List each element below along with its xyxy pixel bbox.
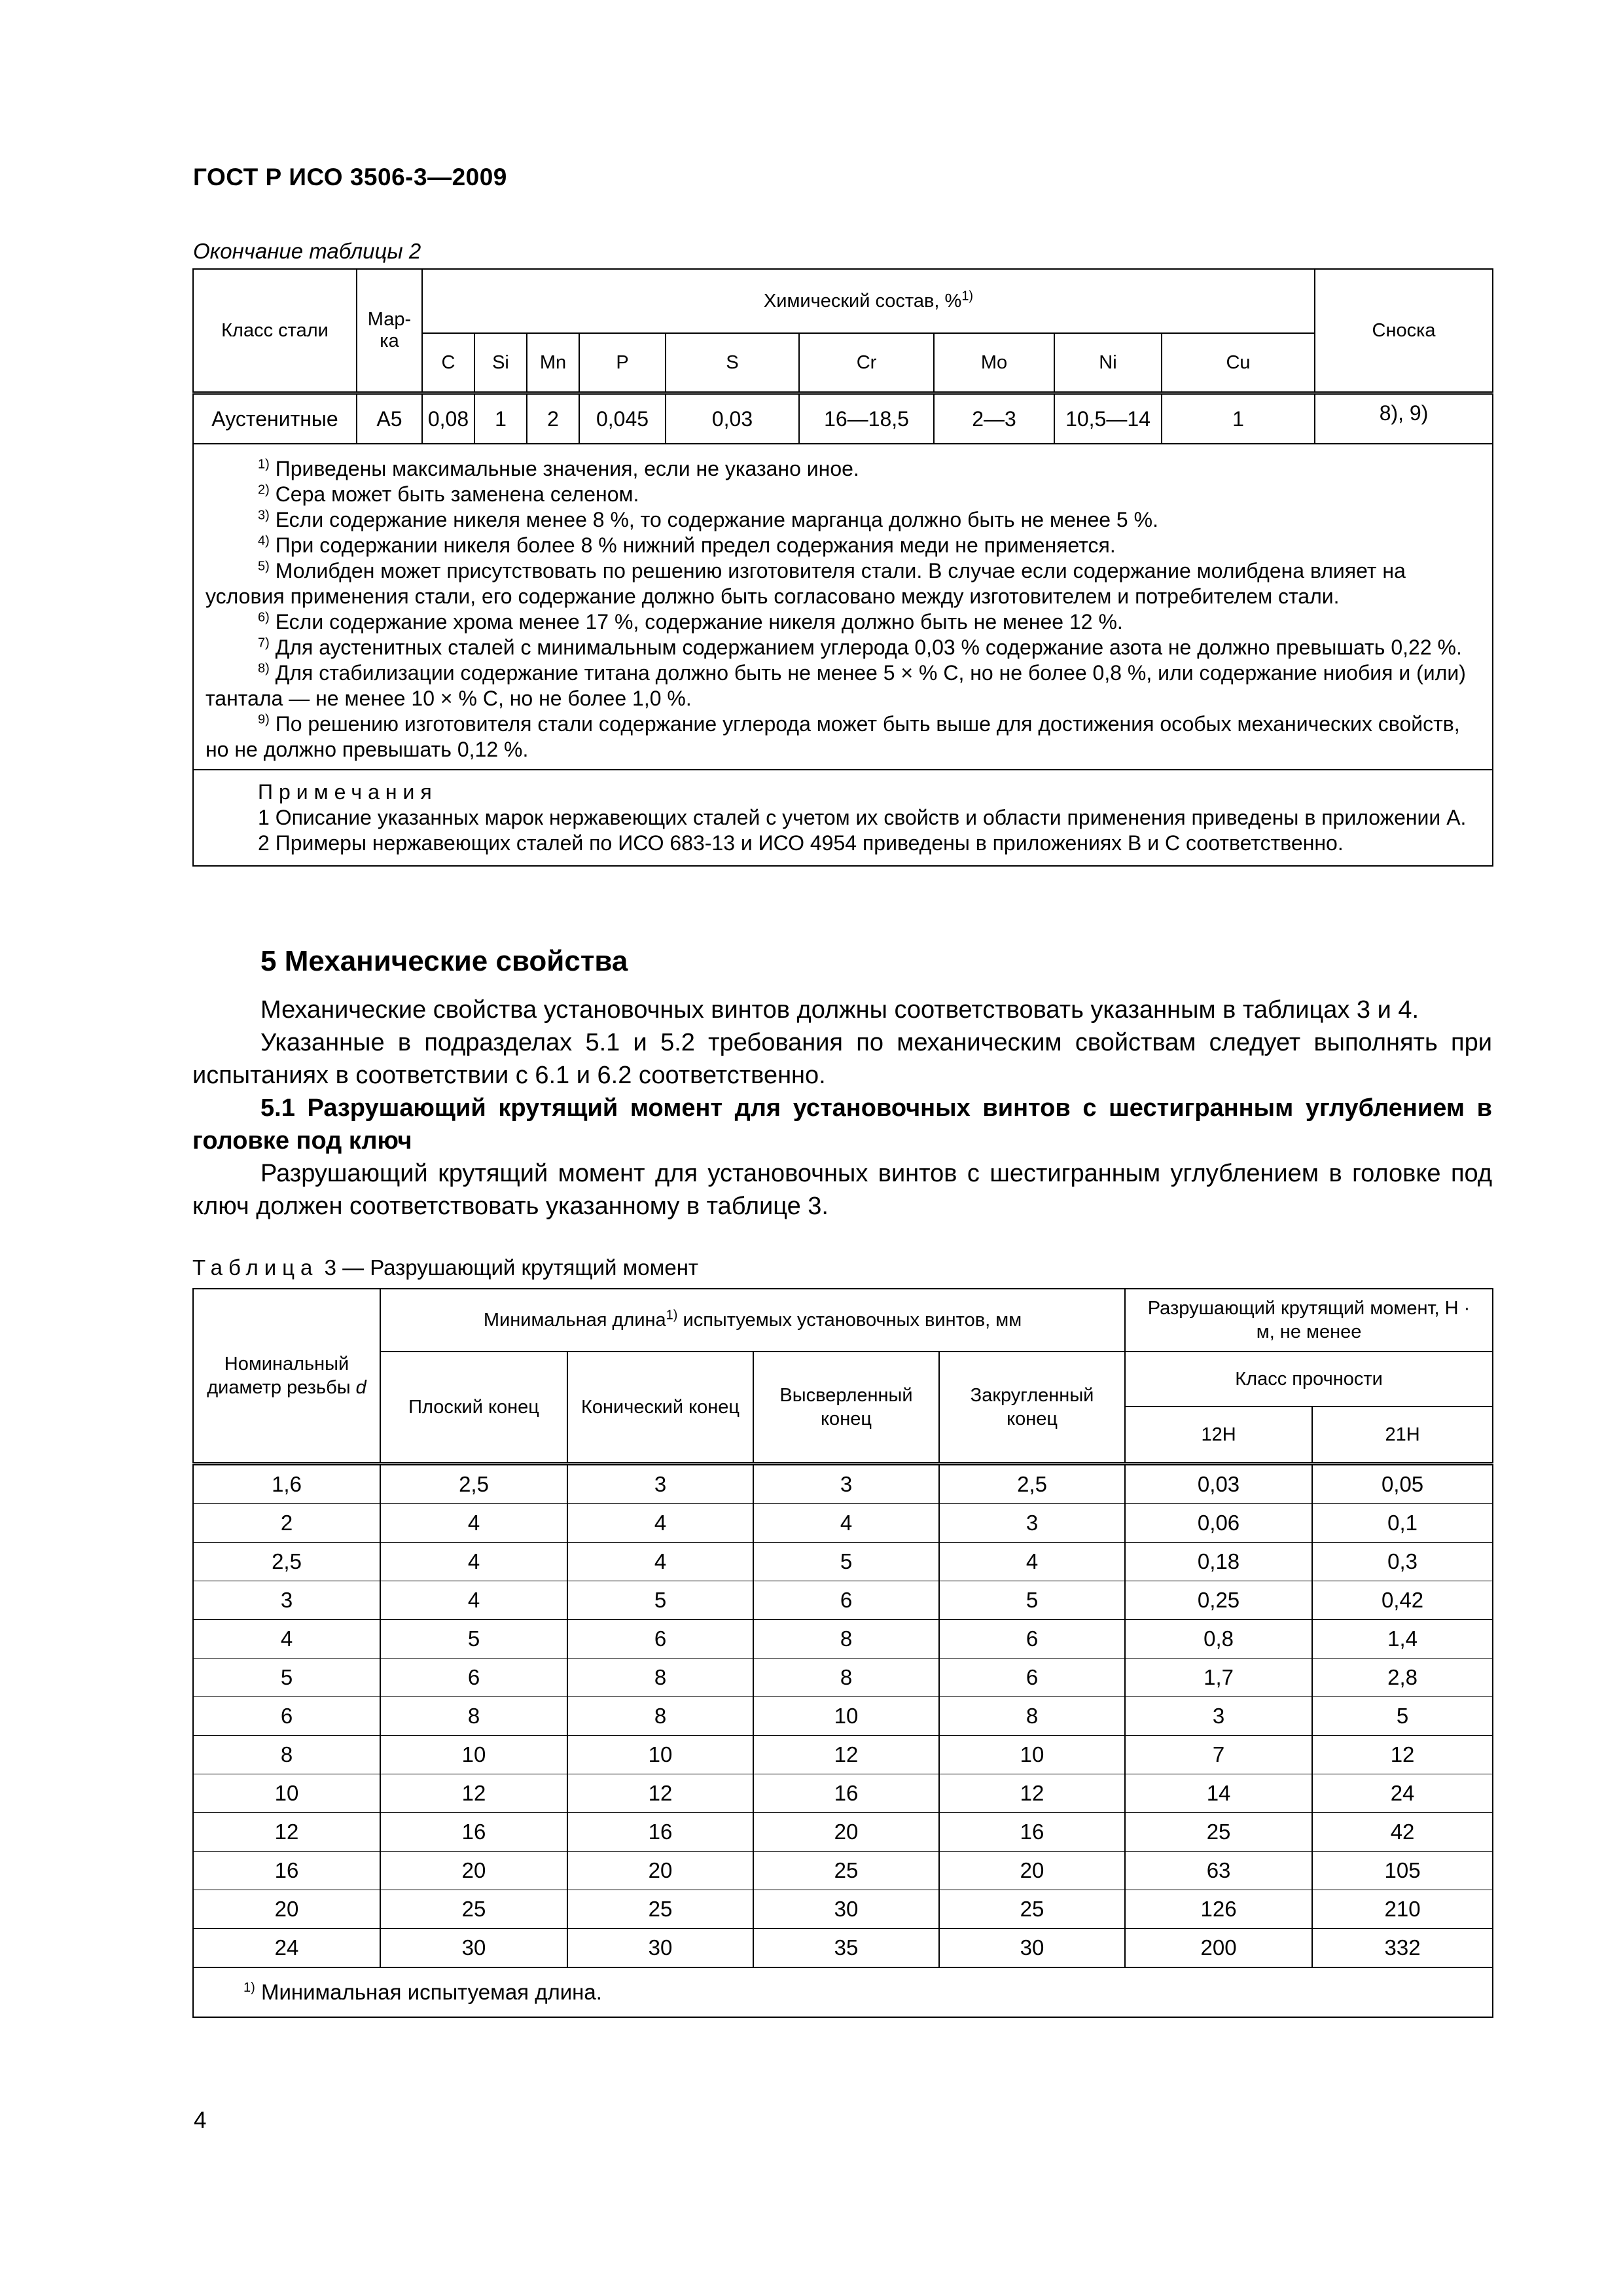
table-cell: 25: [567, 1890, 753, 1929]
table-cell: 4: [567, 1504, 753, 1543]
table-cell: 105: [1312, 1852, 1493, 1890]
header-grade: Мар-ка: [357, 269, 422, 393]
table-cell: 3: [753, 1464, 939, 1504]
table-cell: 0,1: [1312, 1504, 1493, 1543]
table-cell: 0,06: [1125, 1504, 1312, 1543]
footnote-item: $^{9)}$ По решению изготовителя стали содержание углерода может быть выше для достижения особых механических свойств, но не должно превышать 0,12 %.: [205, 712, 1460, 761]
header-element: S: [666, 333, 799, 393]
header-class-12h: 12H: [1125, 1407, 1312, 1464]
table-row: [193, 1852, 1493, 1890]
table-cell: 20: [567, 1852, 753, 1890]
table-row: [193, 1504, 1493, 1543]
table-row: [193, 1736, 1493, 1774]
page-number: 4: [194, 2108, 207, 2133]
table-cell: 16: [939, 1813, 1125, 1852]
table2-footnotes: [193, 444, 1493, 770]
table-cell: 24: [1312, 1774, 1493, 1813]
table-cell: 16: [380, 1813, 567, 1852]
table-row: [193, 1620, 1493, 1659]
cell-value: 0,045: [579, 393, 666, 444]
table-cell: 10: [193, 1774, 380, 1813]
table-cell: 6: [567, 1620, 753, 1659]
table-cell: 4: [753, 1504, 939, 1543]
table-cell: 0,8: [1125, 1620, 1312, 1659]
table-cell: 8: [753, 1620, 939, 1659]
table-cell: 14: [1125, 1774, 1312, 1813]
table-cell: 3: [1125, 1697, 1312, 1736]
table-row: [193, 1464, 1493, 1504]
table-cell: 5: [380, 1620, 567, 1659]
notes-title: Примечания: [258, 780, 438, 804]
paragraph: Указанные в подразделах 5.1 и 5.2 требования по механическим свойствам следует выполнять при испытаниях в соответствии с 6.1 и 6.2 соответственно.: [192, 1029, 1492, 1089]
table-cell: 6: [753, 1581, 939, 1620]
caption-label: Таблица: [192, 1255, 319, 1280]
document-title: ГОСТ Р ИСО 3506-3—2009: [193, 164, 507, 190]
table-cell: 25: [380, 1890, 567, 1929]
cell-footnote-ref: 8), 9): [1315, 393, 1493, 444]
table-cell: 7: [1125, 1736, 1312, 1774]
table-cell: 5: [939, 1581, 1125, 1620]
table-cell: 1,4: [1312, 1620, 1493, 1659]
header-rounded-end: Закругленный конец: [939, 1352, 1125, 1464]
cell-steel-class: Аустенитные: [193, 393, 357, 444]
table-cell: 126: [1125, 1890, 1312, 1929]
table-cell: 3: [567, 1464, 753, 1504]
table-cell: 25: [753, 1852, 939, 1890]
table2-notes: [193, 770, 1493, 866]
composition-label: Химический состав, %: [763, 290, 962, 312]
caption-text: 3 — Разрушающий крутящий момент: [324, 1255, 699, 1280]
table-cell: 10: [567, 1736, 753, 1774]
table-cell: 25: [1125, 1813, 1312, 1852]
table-cell: 10: [939, 1736, 1125, 1774]
subsection-title: 5.1 Разрушающий крутящий момент для установочных винтов с шестигранным углублением в головке под ключ: [192, 1094, 1492, 1155]
table-row: [193, 1774, 1493, 1813]
table-cell: 12: [567, 1774, 753, 1813]
footnote-item: $^{5)}$ Молибден может присутствовать по решению изготовителя стали. В случае если содержание молибдена влияет на условия применения стали, его содержание должно быть согласовано между изготовителем и потребителем стали.: [205, 559, 1406, 608]
table3-footnote: $^{1)}$ Минимальная испытуемая длина.: [193, 1967, 1493, 2017]
header-torque: Разрушающий крутящий момент, Н · м, не менее: [1125, 1289, 1493, 1352]
header-element: Cr: [799, 333, 934, 393]
footnote-item: $^{1)}$ Приведены максимальные значения, если не указано иное.: [258, 457, 859, 480]
table-cell: 8: [193, 1736, 380, 1774]
table-cell: 5: [1312, 1697, 1493, 1736]
table-row: [193, 1697, 1493, 1736]
footnote-item: $^{4)}$ При содержании никеля более 8 % нижний предел содержания меди не применяется.: [258, 533, 1116, 557]
header-element: Mo: [934, 333, 1054, 393]
header-min-length: Минимальная длина$^{1)}$ испытуемых установочных винтов, мм: [380, 1289, 1125, 1352]
table-cell: 12: [193, 1813, 380, 1852]
table-cell: 20: [193, 1890, 380, 1929]
table-cell: 10: [753, 1697, 939, 1736]
header-class-21h: 21H: [1312, 1407, 1493, 1464]
table-cell: 4: [380, 1581, 567, 1620]
table-row: [193, 393, 1493, 444]
table-cell: 20: [939, 1852, 1125, 1890]
footnote-item: $^{8)}$ Для стабилизации содержание титана должно быть не менее 5 × % С, но не более 0,8 %, или содержание ниобия и (или) тантала — не менее 10 × % С, но не более 1,0 %.: [205, 661, 1466, 710]
table3-body: [193, 1464, 1493, 1968]
cell-value: 2: [527, 393, 579, 444]
table-cell: 8: [567, 1697, 753, 1736]
table-cell: 0,25: [1125, 1581, 1312, 1620]
table-cell: 12: [380, 1774, 567, 1813]
table-cell: 6: [939, 1659, 1125, 1697]
table-cell: 30: [380, 1929, 567, 1968]
cell-grade: A5: [357, 393, 422, 444]
table-cell: 10: [380, 1736, 567, 1774]
footnote-item: $^{6)}$ Если содержание хрома менее 17 %, содержание никеля должно быть не менее 12 %.: [258, 610, 1123, 634]
table-cell: 2,5: [939, 1464, 1125, 1504]
section-title: 5 Механические свойства: [260, 945, 628, 977]
footnote-item: $^{3)}$ Если содержание никеля менее 8 %, то содержание марганца должно быть не менее 5 %.: [258, 508, 1158, 531]
table-cell: 63: [1125, 1852, 1312, 1890]
table-cell: 8: [753, 1659, 939, 1697]
header-flat-end: Плоский конец: [380, 1352, 567, 1464]
header-cone-end: Конический конец: [567, 1352, 753, 1464]
table-cell: 5: [567, 1581, 753, 1620]
header-drilled-end: Высверленный конец: [753, 1352, 939, 1464]
footnote-item: $^{2)}$ Сера может быть заменена селеном.: [258, 482, 639, 506]
table2-caption: Окончание таблицы 2: [193, 239, 421, 263]
header-element: Si: [474, 333, 527, 393]
cell-value: 1: [474, 393, 527, 444]
table-cell: 4: [380, 1504, 567, 1543]
table-cell: 30: [567, 1929, 753, 1968]
table-cell: 2,5: [193, 1543, 380, 1581]
note-item: 2 Примеры нержавеющих сталей по ИСО 683-13 и ИСО 4954 приведены в приложениях В и С соответственно.: [258, 831, 1344, 855]
table-cell: 0,18: [1125, 1543, 1312, 1581]
table-2: [192, 268, 1493, 867]
table-cell: 12: [1312, 1736, 1493, 1774]
table-cell: 4: [380, 1543, 567, 1581]
table-cell: 0,03: [1125, 1464, 1312, 1504]
table-cell: 30: [753, 1890, 939, 1929]
cell-value: 0,08: [422, 393, 474, 444]
table-cell: 210: [1312, 1890, 1493, 1929]
table-cell: 2,5: [380, 1464, 567, 1504]
table-cell: 4: [193, 1620, 380, 1659]
header-element: P: [579, 333, 666, 393]
table-cell: 5: [753, 1543, 939, 1581]
table-row: [193, 1929, 1493, 1968]
composition-footnote-mark: 1): [961, 288, 974, 303]
table-cell: 12: [753, 1736, 939, 1774]
header-element: Mn: [527, 333, 579, 393]
table-cell: 35: [753, 1929, 939, 1968]
table-cell: 3: [193, 1581, 380, 1620]
header-composition: [422, 269, 1315, 333]
table-cell: 4: [567, 1543, 753, 1581]
header-steel-class: Класс стали: [193, 269, 357, 393]
table-cell: 8: [380, 1697, 567, 1736]
table-row: [193, 1659, 1493, 1697]
table-cell: 16: [753, 1774, 939, 1813]
table-cell: 6: [939, 1620, 1125, 1659]
table-cell: 6: [193, 1697, 380, 1736]
header-strength-class: Класс прочности: [1125, 1352, 1493, 1407]
table-cell: 20: [380, 1852, 567, 1890]
note-item: 1 Описание указанных марок нержавеющих сталей с учетом их свойств и области применения приведены в приложении А.: [258, 806, 1467, 829]
cell-value: 2—3: [934, 393, 1054, 444]
table-cell: 20: [753, 1813, 939, 1852]
table-row: [193, 1890, 1493, 1929]
table-cell: 200: [1125, 1929, 1312, 1968]
table-cell: 8: [567, 1659, 753, 1697]
header-diameter: Номинальный диаметр резьбы d: [193, 1289, 380, 1464]
table-row: [193, 1581, 1493, 1620]
paragraph: Разрушающий крутящий момент для установочных винтов с шестигранным углублением в головке под ключ должен соответствовать указанному в таблице 3.: [192, 1160, 1492, 1220]
table3-caption: [192, 1255, 698, 1280]
table-row: [193, 1543, 1493, 1581]
table-cell: 1,7: [1125, 1659, 1312, 1697]
footnote-item: $^{7)}$ Для аустенитных сталей с минимальным содержанием углерода 0,03 % содержание азота не должно превышать 0,22 %.: [258, 636, 1462, 659]
table-cell: 1,6: [193, 1464, 380, 1504]
cell-value: 1: [1162, 393, 1315, 444]
table-3: [192, 1288, 1493, 2018]
table-row: [193, 1813, 1493, 1852]
table-cell: 16: [567, 1813, 753, 1852]
cell-value: 16—18,5: [799, 393, 934, 444]
table-cell: 8: [939, 1697, 1125, 1736]
header-element: C: [422, 333, 474, 393]
table-cell: 6: [380, 1659, 567, 1697]
cell-value: 10,5—14: [1054, 393, 1162, 444]
table-cell: 2,8: [1312, 1659, 1493, 1697]
header-element: Ni: [1054, 333, 1162, 393]
table-cell: 0,42: [1312, 1581, 1493, 1620]
table-cell: 16: [193, 1852, 380, 1890]
table-cell: 12: [939, 1774, 1125, 1813]
table-cell: 2: [193, 1504, 380, 1543]
table-cell: 5: [193, 1659, 380, 1697]
header-element: Cu: [1162, 333, 1315, 393]
header-footnote: Сноска: [1315, 269, 1493, 393]
cell-value: 0,03: [666, 393, 799, 444]
table-cell: 0,05: [1312, 1464, 1493, 1504]
table-cell: 332: [1312, 1929, 1493, 1968]
table-cell: 3: [939, 1504, 1125, 1543]
table-cell: 24: [193, 1929, 380, 1968]
table-cell: 30: [939, 1929, 1125, 1968]
table-cell: 42: [1312, 1813, 1493, 1852]
table-cell: 25: [939, 1890, 1125, 1929]
table-cell: 4: [939, 1543, 1125, 1581]
paragraph: Механические свойства установочных винтов должны соответствовать указанным в таблицах 3 и 4.: [260, 996, 1419, 1024]
table-cell: 0,3: [1312, 1543, 1493, 1581]
